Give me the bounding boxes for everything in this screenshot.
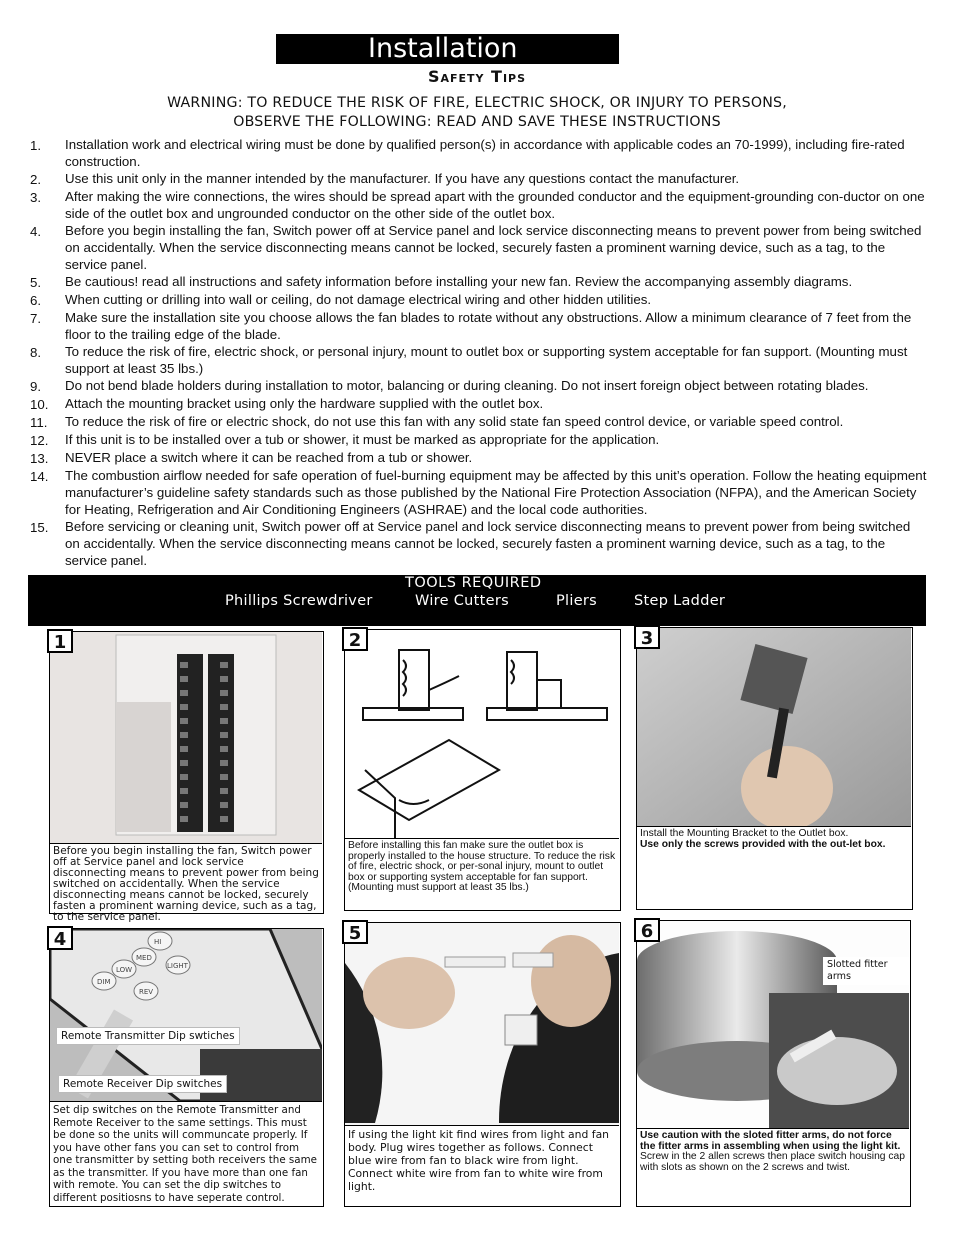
remote-key-label: LOW xyxy=(116,966,133,974)
step-number: 3 xyxy=(634,625,660,649)
rule-item: 12. If this unit is to be installed over a tub or shower, it must be marked as appropriate for the application. xyxy=(30,432,660,448)
step-number: 2 xyxy=(342,627,368,651)
step-6-caption-bold: Use caution with the sloted fitter arms, do not force the fitter arms in assembling when using the light kit. xyxy=(640,1130,901,1152)
remote-key-label: DIM xyxy=(97,978,111,986)
rule-item: 14. The combustion airflow needed for safe operation of fuel-burning equipment may be affected by this unit’s operation. Follow the heating equipment manufacturer’s guideline safety standards such as those published by the National Fire Protection Association (NFPA), and the American Society for Heating, Refrigeration and Air Conditioning Engineers (ASHRAE) and the local code authorities. xyxy=(30,468,927,517)
step-3-caption xyxy=(637,826,911,909)
step-number: 1 xyxy=(47,629,73,653)
tool-item: Pliers xyxy=(556,593,598,609)
rule-item: 7. Make sure the installation site you choose allows the fan blades to rotate without any obstructions. Allow a minimum clearance of 7 feet from the floor to the trailing edge of the blade. xyxy=(30,310,912,342)
tool-item: Phillips Screwdriver xyxy=(225,593,373,609)
section-subtitle: Safety Tips xyxy=(427,67,527,86)
step-1-panel xyxy=(49,631,324,923)
remote-key-label: LIGHT xyxy=(167,962,188,970)
step-5-caption: If using the light kit find wires from light and fan body. Plug wires together as follows. Connect blue wire from fan to black wire from light. Connect white wire from fan to white wire from light. xyxy=(345,1125,619,1206)
wire-connection-photo xyxy=(345,923,619,1125)
safety-rules-list xyxy=(30,136,928,569)
rule-item: 1. Installation work and electrical wiring must be done by qualified person(s) in accordance with applicable codes an 70-1999), including fire-rated construction. xyxy=(30,137,905,169)
step-number: 6 xyxy=(634,918,660,942)
step-3-panel xyxy=(636,627,913,910)
tools-heading: TOOLS REQUIRED xyxy=(405,575,542,591)
rule-item: 11. To reduce the risk of fire or electric shock, do not use this fan with any solid state fan speed control device, or variable speed control. xyxy=(30,414,844,430)
step-6-caption xyxy=(637,1128,909,1206)
rule-item: 4. Before you begin installing the fan, Switch power off at Service panel and lock service disconnecting means to prevent power from being switched on accidentally. When the service disconnecting means cannot be locked, securely fasten a prominent warning device, such as a tag, to the service panel. xyxy=(30,223,922,272)
step-6-caption-text: Screw in the 2 allen screws then place switch housing cap with slots as shown on the 2 screws and twist. xyxy=(640,1151,905,1173)
rule-item: 6. When cutting or drilling into wall or ceiling, do not damage electrical wiring and other hidden utilities. xyxy=(30,292,652,308)
step-5-panel xyxy=(344,922,621,1207)
remote-receiver-label: Remote Receiver Dip switches xyxy=(58,1075,227,1093)
slotted-fitter-arms-label: Slotted fitter arms xyxy=(823,957,909,985)
tool-item: Wire Cutters xyxy=(415,593,509,609)
warning-line-2: OBSERVE THE FOLLOWING: READ AND SAVE THESE INSTRUCTIONS xyxy=(233,114,721,130)
mounting-bracket-photo xyxy=(637,628,911,826)
step-1-caption: Before you begin installing the fan, Switch power off at Service panel and lock service disconnecting means to prevent power from being switched on accidentally. When the service disconnecting means cannot be locked, securely fasten a prominent warning device, such as a tag, to the service panel. xyxy=(50,843,322,913)
step-3-caption-bold: Use only the screws provided with the out-let box. xyxy=(640,838,886,850)
rule-item: 2. Use this unit only in the manner intended by the manufacturer. If you have any questions contact the manufacturer. xyxy=(30,171,740,187)
rule-item: 8. To reduce the risk of fire, electric shock, or personal injury, mount to outlet box or supporting system acceptable for fan support. (Mounting must support at least 35 lbs.) xyxy=(30,344,908,376)
step-4-caption: Set dip switches on the Remote Transmitter and Remote Receiver to the same settings. This must be done so the units will communcate properly. If you have other fans you can set to control from one transmitter by setting both receivers the same as the transmitter. If you have more than one fan with remote. You can set the dip switches to different positiosns to have seperate control. xyxy=(50,1101,322,1206)
outlet-box-diagram xyxy=(345,630,619,838)
rule-item: 13. NEVER place a switch where it can be reached from a tub or shower. xyxy=(30,450,473,466)
step-number: 5 xyxy=(342,920,368,944)
rule-item: 9. Do not bend blade holders during installation to motor, balancing or during cleaning. Do not insert foreign object between rotating blades. xyxy=(30,378,869,394)
rule-item: 5. Be cautious! read all instructions and safety information before installing your new fan. Review the accompanying assembly diagrams. xyxy=(30,274,853,290)
remote-key-label: MED xyxy=(136,954,152,962)
step-4-panel xyxy=(49,928,324,1207)
step-3-caption-text: Install the Mounting Bracket to the Outlet box. xyxy=(640,828,849,839)
remote-key-label: REV xyxy=(139,988,154,996)
warning-line-1: WARNING: TO REDUCE THE RISK OF FIRE, ELECTRIC SHOCK, OR INJURY TO PERSONS, xyxy=(167,95,787,111)
tool-item: Step Ladder xyxy=(634,593,726,609)
warning-notice xyxy=(0,94,954,132)
step-6-panel xyxy=(636,920,911,1207)
remote-transmitter-label: Remote Transmitter Dip swtiches xyxy=(56,1027,240,1045)
rule-item: 10. Attach the mounting bracket using only the hardware supplied with the outlet box. xyxy=(30,396,544,412)
rule-item: 15. Before servicing or cleaning unit, Switch power off at Service panel and lock service disconnecting means to prevent power from being switched on accidentally. When the service disconnecting means cannot be locked, securely fasten a prominent warning device, such as a tag, to the service panel. xyxy=(30,519,911,568)
remote-key-label: HI xyxy=(154,938,162,946)
fitter-arms-photo xyxy=(637,921,909,1128)
step-number: 4 xyxy=(47,926,73,950)
rule-item: 3. After making the wire connections, the wires should be spread apart with the grounded conductor and the equipment-grounding con-ductor on one side of the outlet box and ungrounded conductor on the other side of the outlet box. xyxy=(30,189,925,221)
step-2-caption: Before installing this fan make sure the outlet box is properly installed to the house structure. To reduce the risk of fire, electric shock, or per-sonal injury, mount to outlet box or supporting system acceptable for fan support. (Mounting must support at least 35 lbs.) xyxy=(345,838,619,910)
breaker-panel-photo xyxy=(50,632,322,844)
page-title: Installation xyxy=(276,34,619,64)
step-2-panel xyxy=(344,629,621,911)
tools-required-bar xyxy=(28,575,926,626)
